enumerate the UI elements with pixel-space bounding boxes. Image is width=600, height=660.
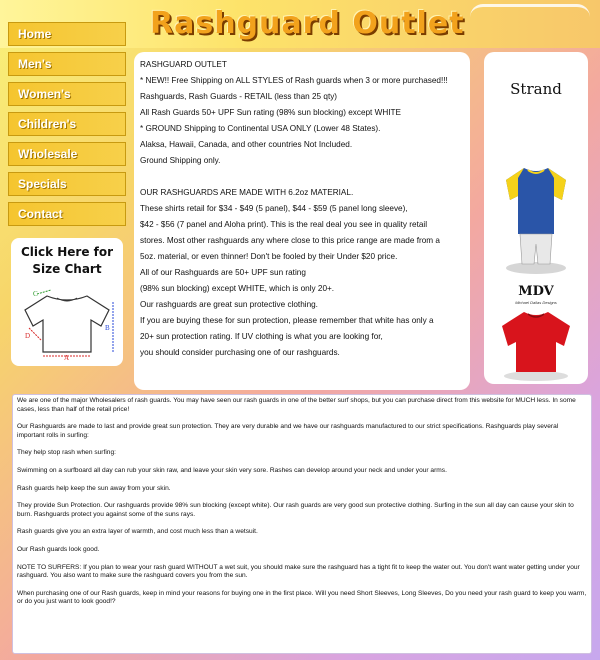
size-label-b: B bbox=[105, 324, 110, 332]
size-label-c: C bbox=[33, 290, 38, 298]
main-line: (98% sun blocking) except WHITE, which is only 20+. bbox=[140, 284, 335, 293]
size-label-a: A bbox=[64, 354, 70, 360]
info-paragraph: When purchasing one of our Rash guards, keep in mind your reasons for buying one in the first place. Will you need Short Sleeves, Long Sleeves, Do you need your rash guard to keep you warm, or do you just want to look good!? bbox=[17, 589, 587, 606]
main-line: Alaksa, Hawaii, Canada, and other countries Not Included. bbox=[140, 140, 353, 149]
nav-item-contact[interactable]: Contact bbox=[8, 202, 126, 226]
mdv-brand-logo[interactable]: MDV bbox=[518, 284, 554, 299]
main-line-spacer bbox=[140, 169, 468, 185]
info-paragraph: They provide Sun Protection. Our rashguards provide 98% sun blocking (except white). Our rash guards are very good sun protective clothing. Surfing in the sun all day can cause your skin to burn. Rashguards protect you against some of the suns rays. bbox=[17, 502, 574, 518]
main-line: Our rashguards are great sun protective clothing. bbox=[140, 300, 318, 309]
info-paragraph: Our Rash guards look good. bbox=[17, 545, 100, 553]
nav-item-home[interactable]: Home bbox=[8, 22, 126, 46]
info-paragraph: Rash guards give you an extra layer of warmth, and cost much less than a wetsuit. bbox=[17, 528, 258, 536]
main-line: If you are buying these for sun protection, please remember that white has only a bbox=[140, 316, 434, 325]
size-chart-title bbox=[11, 244, 123, 278]
logo-swoosh-decoration bbox=[470, 4, 590, 17]
main-line: Rashguards, Rash Guards - RETAIL (less than 25 qty) bbox=[140, 92, 338, 101]
size-chart-title-line1: Click Here for bbox=[20, 245, 114, 259]
main-line: 20+ sun protection rating. If UV clothing is what you are looking for, bbox=[140, 332, 383, 341]
main-line: All of our Rashguards are 50+ UPF sun rating bbox=[140, 268, 306, 277]
info-paragraph: Swimming on a surfboard all day can rub your skin raw, and leave your skin very sore. Rashes can develop around your neck and under your arms. bbox=[17, 466, 447, 474]
mdv-brand-subtitle: Michael Dallas Designs bbox=[515, 300, 557, 305]
main-content-box bbox=[134, 52, 470, 390]
size-chart-title-line2: Size Chart bbox=[32, 262, 102, 276]
main-line: All Rash Guards 50+ UPF Sun rating (98% sun blocking) except WHITE bbox=[140, 108, 401, 117]
size-chart-shirt-icon bbox=[17, 288, 117, 360]
nav-item-mens[interactable]: Men's bbox=[8, 52, 126, 76]
size-label-d: D bbox=[25, 332, 31, 340]
info-text-box bbox=[12, 394, 592, 654]
size-chart-link[interactable] bbox=[11, 238, 123, 366]
mdv-rashguard-image[interactable] bbox=[494, 306, 578, 382]
nav-item-womens[interactable]: Women's bbox=[8, 82, 126, 106]
nav-item-childrens[interactable]: Children's bbox=[8, 112, 126, 136]
strand-brand-logo[interactable]: Strand bbox=[510, 80, 562, 98]
info-paragraph: Our Rashguards are made to last and provide great sun protection. They are very durable and we have our rashguards manufactured to our strict specifications. Rashguards play several important rolls in surfing: bbox=[17, 423, 559, 439]
main-line: These shirts retail for $34 - $49 (5 panel), $44 - $59 (5 panel long sleeve), bbox=[140, 204, 408, 213]
nav-item-specials[interactable]: Specials bbox=[8, 172, 126, 196]
nav-item-wholesale[interactable]: Wholesale bbox=[8, 142, 126, 166]
info-paragraph: Rash guards help keep the sun away from your skin. bbox=[17, 484, 171, 492]
main-nav bbox=[8, 22, 126, 232]
main-line: $42 - $56 (7 panel and Aloha print). This is the real deal you see in quality retail bbox=[140, 220, 428, 229]
main-line: Ground Shipping only. bbox=[140, 156, 221, 165]
info-paragraph: NOTE TO SURFERS: If you plan to wear your rash guard WITHOUT a wet suit, you should make sure the rashguard has a tight fit to keep the water out. You don't want water getting under your rashguard. You also want to make sure the rashguard covers you from the sun. bbox=[17, 563, 580, 580]
main-line: OUR RASHGUARDS ARE MADE WITH 6.2oz MATERIAL. bbox=[140, 188, 354, 197]
main-line: you should consider purchasing one of our rashguards. bbox=[140, 348, 340, 357]
main-line: 5oz. material, or even thinner! Don't be fooled by their Under $20 price. bbox=[140, 252, 398, 261]
info-paragraph: They help stop rash when surfing: bbox=[17, 449, 116, 457]
brand-sidebar bbox=[484, 52, 588, 384]
site-logo[interactable]: Rashguard Outlet bbox=[150, 6, 465, 41]
info-paragraph: We are one of the major Wholesalers of rash guards. You may have seen our rash guards in one of the better surf shops, but you can purchase direct from this website for MUCH less. In some cases, less than half of the retail price! bbox=[17, 397, 576, 413]
main-line: stores. Most other rashguards any where close to this price range are made from a bbox=[140, 236, 440, 245]
main-line: * GROUND Shipping to Continental USA ONLY (Lower 48 States). bbox=[140, 124, 381, 133]
main-line: RASHGUARD OUTLET bbox=[140, 60, 227, 69]
main-line: * NEW!! Free Shipping on ALL STYLES of Rash guards when 3 or more purchased!!! bbox=[140, 76, 448, 85]
strand-rashguard-image[interactable] bbox=[494, 164, 578, 276]
